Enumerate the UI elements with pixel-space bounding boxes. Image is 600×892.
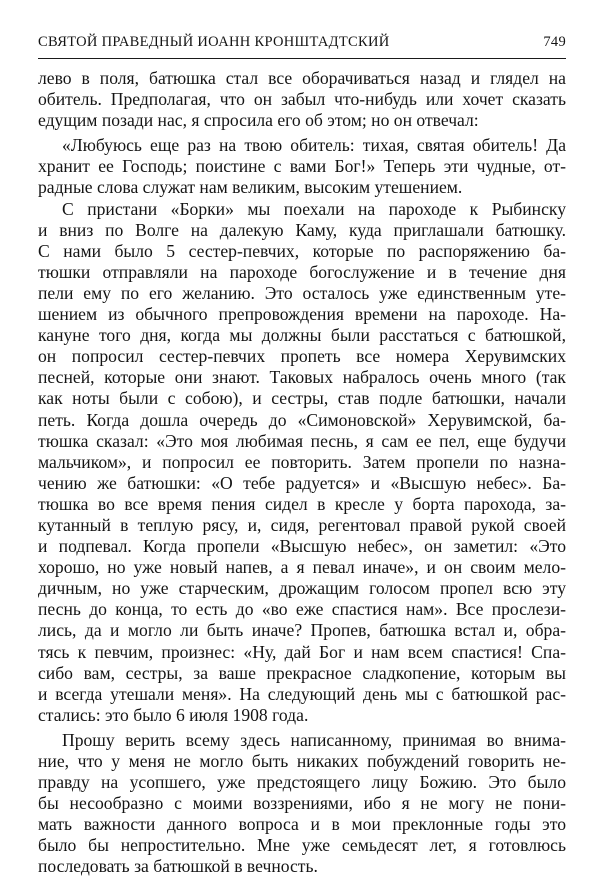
paragraph [38,199,566,726]
paragraph [38,135,566,198]
running-header [38,34,566,52]
text-line: едущим позади нас, я спросила его об этом; но он отвечал: [38,110,479,131]
paragraph [38,730,566,878]
text-line: бы несообразно с моими воззрениями, ибо я не могу не пони- [38,793,566,814]
page-number: 749 [543,34,566,50]
text-line: «Любуюсь еще раз на твою обитель: тихая, святая обитель! Да [62,135,566,156]
text-line: мальчиком», и попросил ее повторить. Затем пропели по назна- [38,451,566,472]
text-line: шением из обычного препровождения времени на пароходе. На- [38,304,566,325]
text-line: ние, что у меня не могло быть никаких побуждений говорить не- [38,751,566,771]
text-line: хранит ее Господь; поистине с вами Бог!» Теперь эти чудные, от- [38,156,566,177]
text-line: лись, да и могло ли быть иначе? Пропев, батюшка встал и, обра- [38,620,566,641]
text-line: песней, которые они знают. Таковых набралось очень много (так [38,367,566,388]
text-line: тюшка сказал: «Это моя любимая песнь, я сам ее пел, еще будучи [38,430,566,451]
text-line: последовать за батюшкой в вечность. [38,856,318,877]
text-line: радные слова служат нам великим, высоким утешением. [38,177,463,198]
header-rule [38,58,566,59]
text-line: С нами было 5 сестер-певчих, которые по распоряжению ба- [38,240,566,261]
body-text [38,68,566,878]
text-line: С пристани «Борки» мы поехали на пароходе к Рыбинску [62,198,566,219]
text-line: обитель. Предполагая, что он забыл что-нибудь или хочет сказать [38,89,566,110]
paragraph [38,68,566,131]
text-line: кутанный в теплую рясу, и, сидя, регентовал правой рукой своей [38,514,566,535]
text-line: Прошу верить всему здесь написанному, принимая во внима- [62,729,566,750]
text-line: тюшка во все время пения сидел в кресле у борта парохода, за- [38,493,566,514]
text-line: тюшки отправляли на пароходе богослужение и в течение дня [38,261,566,282]
text-line: чению же батюшки: «О тебе радуется» и «Высшую небес». Ба- [38,472,566,493]
text-line: мать важности данного вопроса и в мои преклонные годы это [38,814,566,835]
text-line: и подпевал. Когда пропели «Высшую небес», он заметил: «Это [38,536,566,557]
text-line: как ноты были с собою), и сестры, став подле батюшки, начали [38,388,566,409]
text-line: он попросил сестер-певчих пропеть все номера Херувимских [38,346,566,367]
text-line: кануне того дня, когда мы должны были расстаться с батюшкой, [38,325,566,346]
text-line: правду на усопшего, уже предстоящего лицу Божию. Это было [38,772,566,793]
text-line: и вниз по Волге на далекую Каму, куда приглашали батюшку. [38,219,566,240]
text-line: и всегда утешали меня». На следующий день мы с батюшкой рас- [38,683,566,704]
running-header-title: СВЯТОЙ ПРАВЕДНЫЙ ИОАНН КРОНШТАДТСКИЙ [38,34,390,50]
text-line: песнь до конца, то есть до «во еже спастися нам». Все прослези- [38,599,566,620]
text-line: стались: это было 6 июля 1908 года. [38,704,309,725]
text-line: было бы непростительно. Мне уже семьдесят лет, я готовлюсь [38,835,566,856]
text-line: дичным, но уже старческим, дрожащим голосом пропел всю эту [38,578,566,599]
text-line: лево в поля, батюшка стал все оборачиваться назад и глядел на [38,68,566,88]
text-line: тясь к певчим, произнес: «Ну, дай Бог и нам всем спастися! Спа- [38,641,566,662]
text-line: пели ему по его желанию. Это осталось уже единственным уте- [38,282,566,303]
text-line: сибо вам, сестры, за ваше прекрасное сладкопение, которым вы [38,662,566,683]
text-line: хорошо, но уже новый напев, а я певал иначе», и он своим мело- [38,557,566,578]
text-line: петь. Когда дошла очередь до «Симоновской» Херувимской, ба- [38,409,566,430]
